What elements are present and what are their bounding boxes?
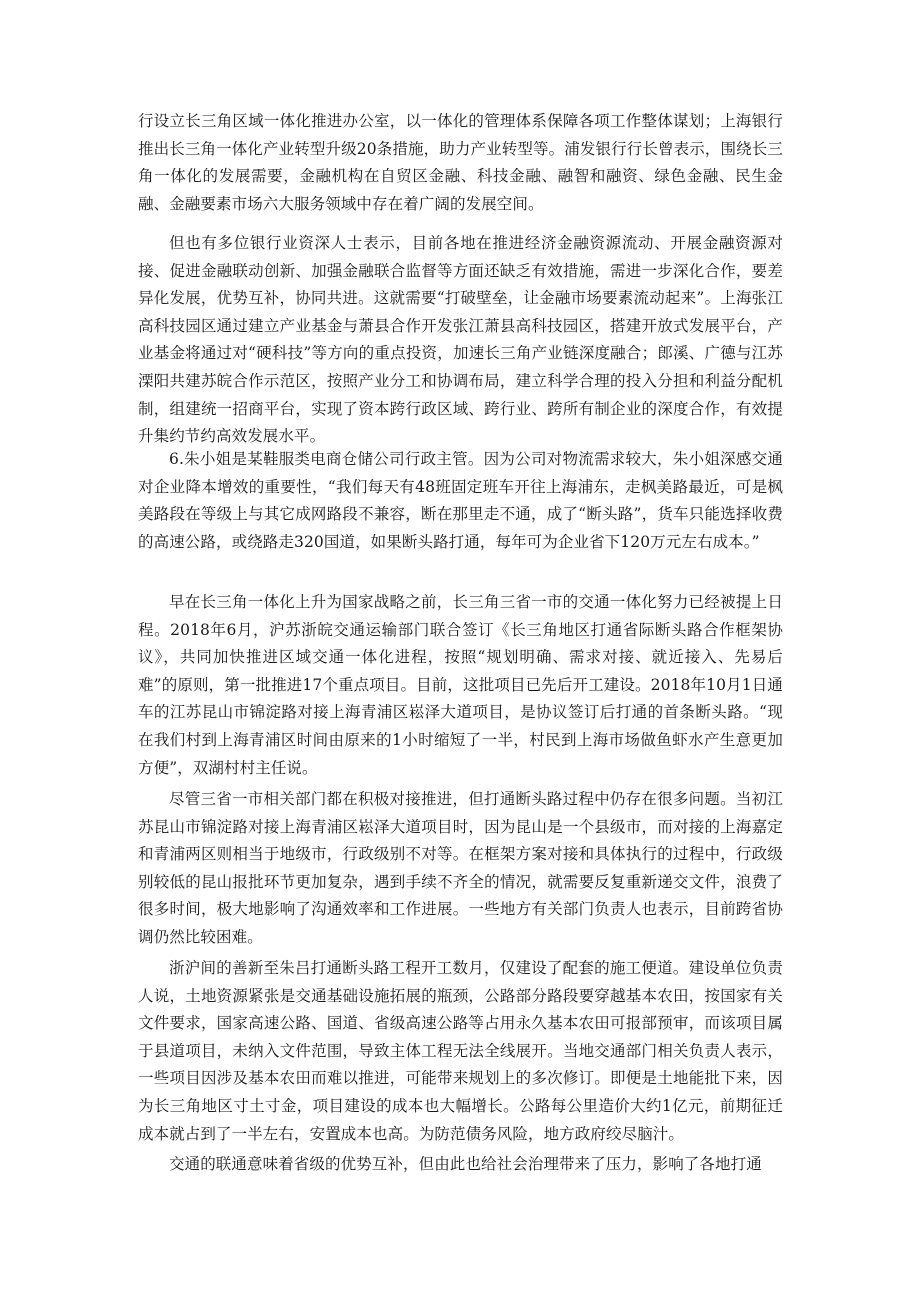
paragraph-financial-cooperation: 但也有多位银行业资深人士表示，目前各地在推进经济金融资源流动、开展金融资源对接、促进金融联动创新、加强金融联合监督等方面还缺乏有效措施，需进一步深化合作，要差异化发展，优势互补，协同共进。这就需要“打破壁垒，让金融市场要素流动起来”。上海张江高科技园区通过建立产业基金与萧县合作开发张江萧县高科技园区，搭建开放式发展平台，产业基金将通过对“硬科技”等方向的重点投资，加速长三角产业链深度融合；郎溪、广德与江苏溧阳共建苏皖合作示范区，按照产业分工和协调布局，建立科学合理的投入分担和利益分配机制，组建统一招商平台，实现了资本跨行政区域、跨行业、跨所有制企业的深度合作，有效提升集约节约高效发展水平。 — [138, 234, 783, 446]
paragraph-transport-integration: 早在长三角一体化上升为国家战略之前，长三角三省一市的交通一体化努力已经被提上日程。2018年6月，沪苏浙皖交通运输部门联合签订《长三角地区打通省际断头路合作框架协议》，共同加快推进区域交通一体化进程，按照“规划明确、需求对接、就近接入、先易后难”的原则，第一批推进17个重点项目。目前，这批项目已先后开工建设。2018年10月1日通车的江苏昆山市锦淀路对接上海青浦区崧泽大道项目，是协议签订后打通的首条断头路。“现在我们村到上海青浦区时间由原来的1小时缩短了一半，村民到上海市场做鱼虾水产生意更加方便”，双湖村村主任说。 — [138, 593, 783, 777]
paragraph-coordination-problems: 尽管三省一市相关部门都在积极对接推进，但打通断头路过程中仍存在很多问题。当初江苏昆山市锦淀路对接上海青浦区崧泽大道项目时，因为昆山是一个县级市，而对接的上海嘉定和青浦两区则相当于地级市，行政级别不对等。在框架方案对接和具体执行的过程中，行政级别较低的昆山报批环节更加复杂，遇到手续不齐全的情况，就需要反复重新递交文件，浪费了很多时间，极大地影响了沟通效率和工作进展。一些地方有关部门负责人也表示，目前跨省协调仍然比较困难。 — [138, 790, 783, 946]
paragraph-social-governance: 交通的联通意味着省级的优势互补，但由此也给社会治理带来了压力，影响了各地打通 — [169, 1155, 762, 1173]
paragraph-continuation: 行设立长三角区域一体化推进办公室，以一体化的管理体系保障各项工作整体谋划；上海银行推出长三角一体化产业转型升级20条措施，助力产业转型等。浦发银行行长曾表示，围绕长三角一体化的发展需要，金融机构在自贸区金融、科技金融、融智和融资、绿色金融、民生金融、金融要素市场六大服务领域中存在着广阔的发展空间。 — [138, 112, 783, 213]
paragraph-land-resources: 浙沪间的善新至朱吕打通断头路工程开工数月，仅建设了配套的施工便道。建设单位负责人说，土地资源紧张是交通基础设施拓展的瓶颈，公路部分路段要穿越基本农田，按国家有关文件要求，国家高速公路、国道、省级高速公路等占用永久基本农田可报部预审，而该项目属于县道项目，未纳入文件范围，导致主体工程无法全线展开。当地交通部门相关负责人表示，一些项目因涉及基本农田而难以推进，可能带来规划上的多次修订。即便是土地能批下来，因为长三角地区寸土寸金，项目建设的成本也大幅增长。公路每公里造价大约1亿元，前期征迁成本就占到了一半左右，安置成本也高。为防范债务风险，地方政府绞尽脑汁。 — [138, 959, 783, 1143]
paragraph-case-6: 6.朱小姐是某鞋服类电商仓储公司行政主管。因为公司对物流需求较大，朱小姐深感交通对企业降本增效的重要性，“我们每天有48班固定班车开往上海浦东，走枫美路最近，可是枫美路段在等级上与其它成网路段不兼容，断在那里走不通，成了“断头路”，货车只能选择收费的高速公路，或绕路走320国道，如果断头路打通，每年可为企业省下120万元左右成本。” — [138, 450, 783, 551]
